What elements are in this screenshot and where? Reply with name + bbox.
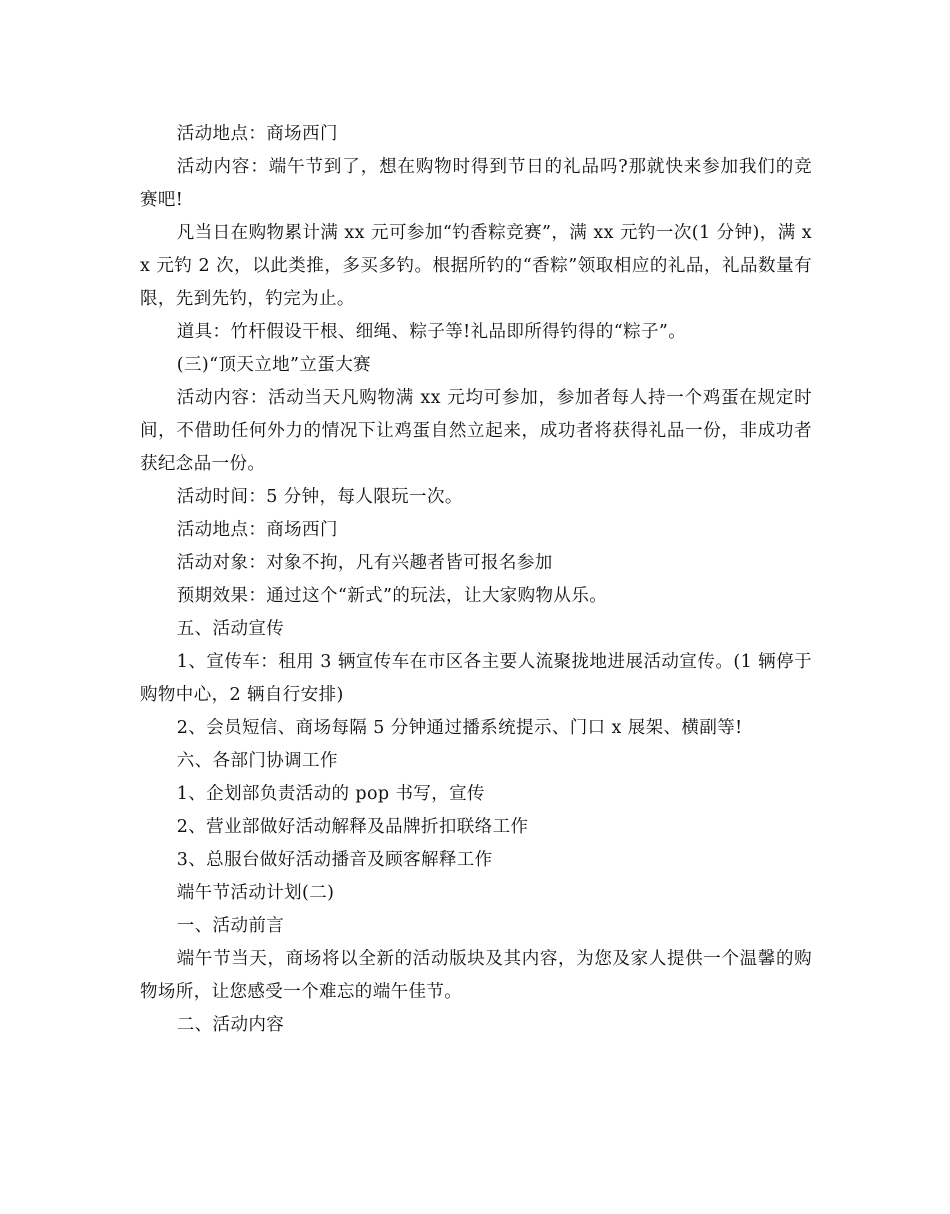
paragraph: 活动地点：商场西门 — [176, 520, 338, 540]
document-subtitle: 端午节活动计划(二) — [176, 883, 335, 903]
section-heading: 六、各部门协调工作 — [176, 751, 338, 771]
paragraph: 端午节当天，商场将以全新的活动版块及其内容，为您及家人提供一个温馨的购物场所，让您感受一个难忘的端午佳节。 — [140, 949, 812, 1002]
list-item: 2、会员短信、商场每隔 5 分钟通过播系统提示、门口 x 展架、横副等! — [176, 718, 743, 738]
section-heading: 一、活动前言 — [176, 916, 285, 936]
paragraph: 活动地点：商场西门 — [176, 124, 338, 144]
section-heading: 五、活动宣传 — [176, 619, 285, 639]
paragraph: 道具：竹杆假设干根、细绳、粽子等!礼品即所得钓得的“粽子”。 — [176, 322, 687, 342]
paragraph: 活动对象：对象不拘，凡有兴趣者皆可报名参加 — [176, 553, 553, 573]
section-heading: 二、活动内容 — [176, 1015, 285, 1035]
section-heading: (三)“顶天立地”立蛋大赛 — [176, 355, 371, 375]
document-body — [140, 118, 812, 1042]
list-item: 1、宣传车：租用 3 辆宣传车在市区各主要人流聚拢地进展活动宣传。(1 辆停于购物中心，2 辆自行安排) — [140, 652, 812, 705]
list-item: 2、营业部做好活动解释及品牌折扣联络工作 — [176, 817, 529, 837]
paragraph: 活动时间：5 分钟，每人限玩一次。 — [176, 487, 463, 507]
list-item: 3、总服台做好活动播音及顾客解释工作 — [176, 850, 493, 870]
paragraph: 活动内容：端午节到了，想在购物时得到节日的礼品吗?那就快来参加我们的竞赛吧! — [140, 157, 812, 210]
paragraph: 预期效果：通过这个“新式”的玩法，让大家购物从乐。 — [176, 586, 608, 606]
list-item: 1、企划部负责活动的 pop 书写，宣传 — [176, 784, 485, 804]
paragraph: 凡当日在购物累计满 xx 元可参加“钓香粽竞赛”，满 xx 元钓一次(1 分钟)，满 xx 元钓 2 次，以此类推，多买多钓。根据所钓的“香粽”领取相应的礼品，礼品数量有限，先到先钓，钓完为止。 — [140, 223, 812, 309]
paragraph: 活动内容：活动当天凡购物满 xx 元均可参加，参加者每人持一个鸡蛋在规定时间，不借助任何外力的情况下让鸡蛋自然立起来，成功者将获得礼品一份，非成功者获纪念品一份。 — [140, 388, 812, 474]
